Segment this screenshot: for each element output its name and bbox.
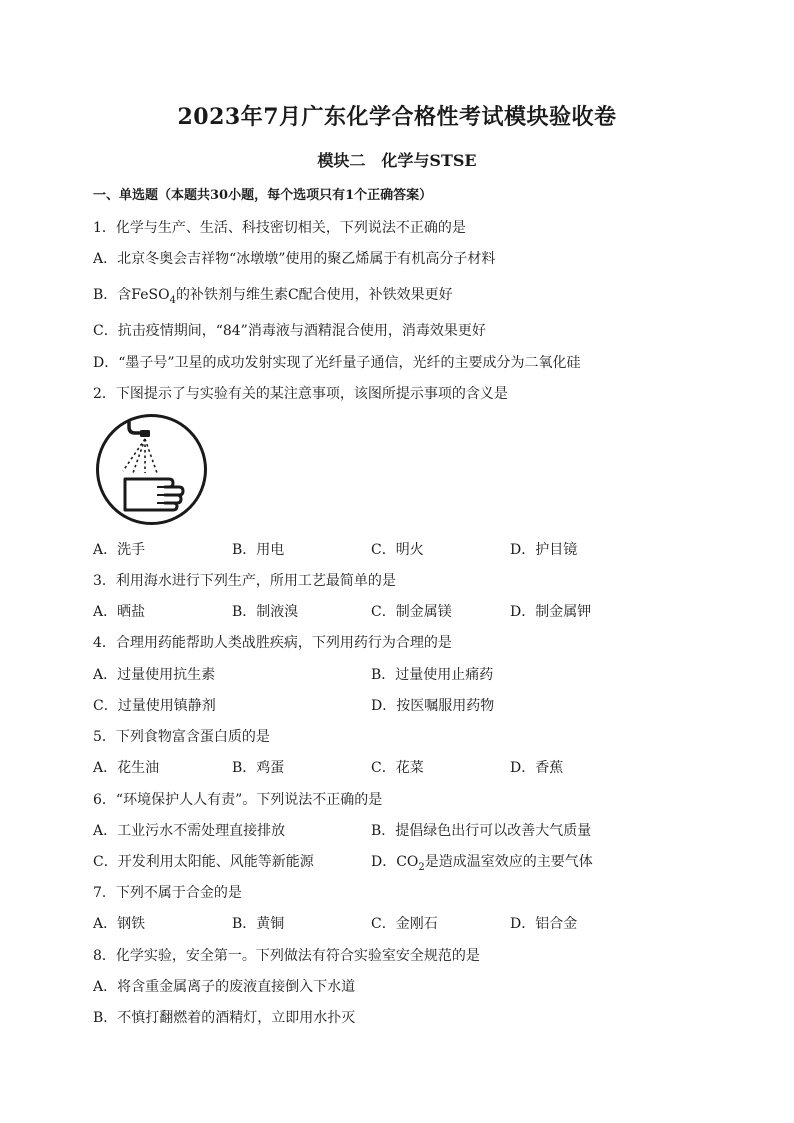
question-6-option-d: D．$CO_2$是造成温室效应的主要气体 — [371, 854, 593, 873]
question-1-option-b: B．含FeSO$_4$的补铁剂与维生素C配合使用，补铁效果更好 — [93, 287, 453, 306]
question-7-option-b: B．黄铜 — [232, 916, 285, 932]
hand-washing-icon — [95, 413, 208, 526]
question-4-option-a: A．过量使用抗生素 — [93, 667, 216, 683]
question-3-option-c: C．制金属镁 — [371, 604, 452, 620]
question-7-option-a: A．钢铁 — [93, 916, 146, 932]
question-7-option-c: C．金刚石 — [371, 916, 438, 932]
question-2-stem: 2．下图提示了与实验有关的某注意事项，该图所提示事项的含义是 — [93, 386, 508, 402]
question-5-option-d: D．香蕉 — [510, 760, 564, 776]
question-5-option-c: C．花菜 — [371, 760, 424, 776]
question-2-option-d: D．护目镜 — [510, 542, 578, 558]
question-8-stem: 8．化学实验，安全第一。下列做法有符合实验室安全规范的是 — [93, 948, 480, 964]
question-2-option-a: A．洗手 — [93, 542, 146, 558]
question-8-option-a: A．将含重金属离子的废液直接倒入下水道 — [93, 979, 356, 995]
question-1-option-d: D．“墨子号”卫星的成功发射实现了光纤量子通信，光纤的主要成分为二氧化硅 — [93, 355, 581, 371]
section-heading: 一、单选题（本题共30小题，每个选项只有1个正确答案） — [93, 188, 433, 203]
question-8-option-b: B．不慎打翻燃着的酒精灯，立即用水扑灭 — [93, 1010, 356, 1026]
question-3-option-a: A．晒盐 — [93, 604, 146, 620]
question-4-stem: 4．合理用药能帮助人类战胜疾病，下列用药行为合理的是 — [93, 635, 452, 651]
question-7-stem: 7．下列不属于合金的是 — [93, 885, 242, 901]
question-5-option-b: B．鸡蛋 — [232, 760, 285, 776]
question-7-option-d: D．铝合金 — [510, 916, 578, 932]
question-2-option-c: C．明火 — [371, 542, 424, 558]
question-4-option-b: B．过量使用止痛药 — [371, 667, 494, 683]
question-2-option-b: B．用电 — [232, 542, 285, 558]
question-3-option-b: B．制液溴 — [232, 604, 299, 620]
question-5-stem: 5．下列食物富含蛋白质的是 — [93, 729, 270, 745]
question-4-option-d: D．按医嘱服用药物 — [371, 698, 495, 714]
question-3-option-d: D．制金属钾 — [510, 604, 592, 620]
question-6-option-a: A．工业污水不需处理直接排放 — [93, 823, 286, 839]
question-3-stem: 3．利用海水进行下列生产，所用工艺最简单的是 — [93, 573, 396, 589]
question-1-option-c: C．抗击疫情期间，“84”消毒液与酒精混合使用，消毒效果更好 — [93, 323, 486, 339]
question-6-stem: 6．“环境保护人人有责”。下列说法不正确的是 — [93, 792, 383, 808]
question-5-option-a: A．花生油 — [93, 760, 160, 776]
question-1-option-a: A．北京冬奥会吉祥物“冰墩墩”使用的聚乙烯属于有机高分子材料 — [93, 251, 496, 267]
page-title: 2023年7月广东化学合格性考试模块验收卷 — [177, 104, 617, 130]
question-6-option-c: C．开发利用太阳能、风能等新能源 — [93, 854, 314, 870]
question-4-option-c: C．过量使用镇静剂 — [93, 698, 216, 714]
page-subtitle: 模块二 化学与STSE — [317, 151, 477, 170]
question-1-stem: 1．化学与生产、生活、科技密切相关，下列说法不正确的是 — [93, 220, 466, 236]
question-6-option-b: B．提倡绿色出行可以改善大气质量 — [371, 823, 592, 839]
